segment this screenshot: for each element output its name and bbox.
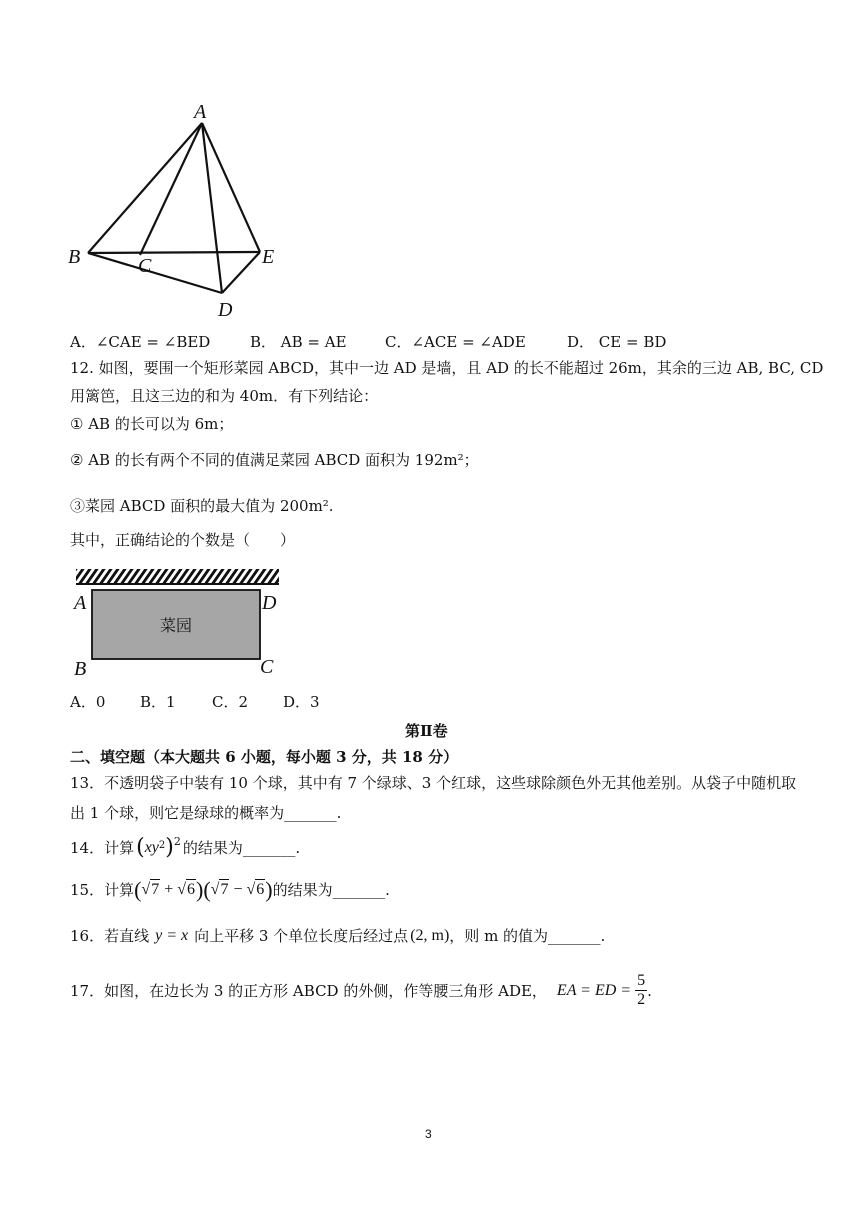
segment-ad	[202, 123, 222, 293]
label-b: B	[68, 246, 81, 268]
q12-conclusion-2: ② AB 的长有两个不同的值满足菜园 ABCD 面积为 192m²；	[70, 451, 479, 469]
q15-expression: ( √ 7 + √ 6 )( √ 7 − √ 6 )	[134, 876, 273, 902]
q15-prefix: 15．计算	[70, 880, 135, 899]
q11-option-c: C．∠ACE = ∠ADE	[385, 333, 526, 351]
part-title: 第Ⅱ卷	[405, 722, 448, 740]
segment-de	[222, 252, 260, 293]
q17-fraction: 5 2	[637, 972, 646, 1008]
q12-option-c: C．2	[212, 693, 249, 711]
q14-line	[70, 835, 301, 860]
q11-option-d: D． CE = BD	[567, 333, 667, 351]
q12-option-d: D．3	[283, 693, 320, 711]
q15-line	[70, 876, 390, 902]
q16-suffix: ，则 m 的值为_______.	[449, 927, 606, 945]
label-c: C	[138, 255, 152, 277]
q17-equation: EA = ED =	[556, 981, 632, 999]
q12-option-b: B．1	[140, 693, 176, 711]
q16-middle: 向上平移 3 个单位长度后经过点	[194, 927, 409, 945]
q14-expression: ( xy $^2$ ) $^2$	[136, 835, 181, 860]
section2-title: 二、填空题（本大题共 6 小题，每小题 3 分，共 18 分）	[70, 748, 459, 766]
segment-be	[88, 252, 260, 253]
segment-ac	[140, 123, 202, 255]
label-a: A	[194, 101, 207, 123]
q16-prefix: 16．若直线	[70, 927, 150, 945]
q16-point: (2, m)	[410, 927, 450, 944]
q12-line2: 用篱笆，且这三边的和为 40m．有下列结论：	[70, 387, 379, 405]
q16-line	[70, 926, 605, 946]
page-number: 3	[425, 1127, 432, 1141]
q15-suffix: 的结果为_______.	[272, 880, 390, 899]
triangle-figure	[60, 100, 290, 325]
q14-prefix: 14．计算	[70, 839, 135, 857]
segment-bd	[88, 253, 222, 293]
label-b-garden: B	[74, 658, 87, 680]
q12-line1: 12. 如图，要围一个矩形菜园 ABCD，其中一边 AD 是墙，且 AD 的长不能超过 26m，其余的三边 AB, BC, CD	[70, 359, 824, 377]
q12-conclusion-1: ① AB 的长可以为 6m；	[70, 415, 234, 433]
q14-suffix: 的结果为_______.	[182, 839, 301, 857]
label-a-garden: A	[74, 592, 87, 614]
q13-line1: 13．不透明袋子中装有 10 个球，其中有 7 个绿球、3 个红球，这些球除颜色外无其他差别。从袋子中随机取	[70, 774, 797, 792]
q17-line: 17．如图，在边长为 3 的正方形 ABCD 的外侧，作等腰三角形 ADE， EA = ED = 5 2 .	[70, 972, 652, 1008]
label-e: E	[262, 246, 275, 268]
segment-ae	[202, 123, 260, 252]
garden-figure	[70, 565, 290, 685]
q16-equation: y = x	[155, 927, 189, 944]
q11-option-a: A．∠CAE = ∠BED	[70, 333, 211, 351]
q12-option-a: A．0	[70, 693, 106, 711]
label-c-garden: C	[260, 656, 274, 678]
label-d-garden: D	[262, 592, 277, 614]
q17-text: 17．如图，在边长为 3 的正方形 ABCD 的外侧，作等腰三角形 ADE，	[70, 981, 547, 1000]
q11-option-b: B． AB = AE	[250, 333, 347, 351]
wall-hatching	[76, 569, 279, 583]
q12-question: 其中，正确结论的个数是（ ）	[70, 531, 296, 549]
q12-conclusion-3: ③菜园 ABCD 面积的最大值为 200m².	[70, 497, 334, 515]
label-d: D	[218, 299, 233, 321]
garden-text: 菜园	[159, 616, 193, 635]
q13-line2: 出 1 个球，则它是绿球的概率为_______.	[70, 804, 342, 822]
segment-ab	[88, 123, 202, 253]
